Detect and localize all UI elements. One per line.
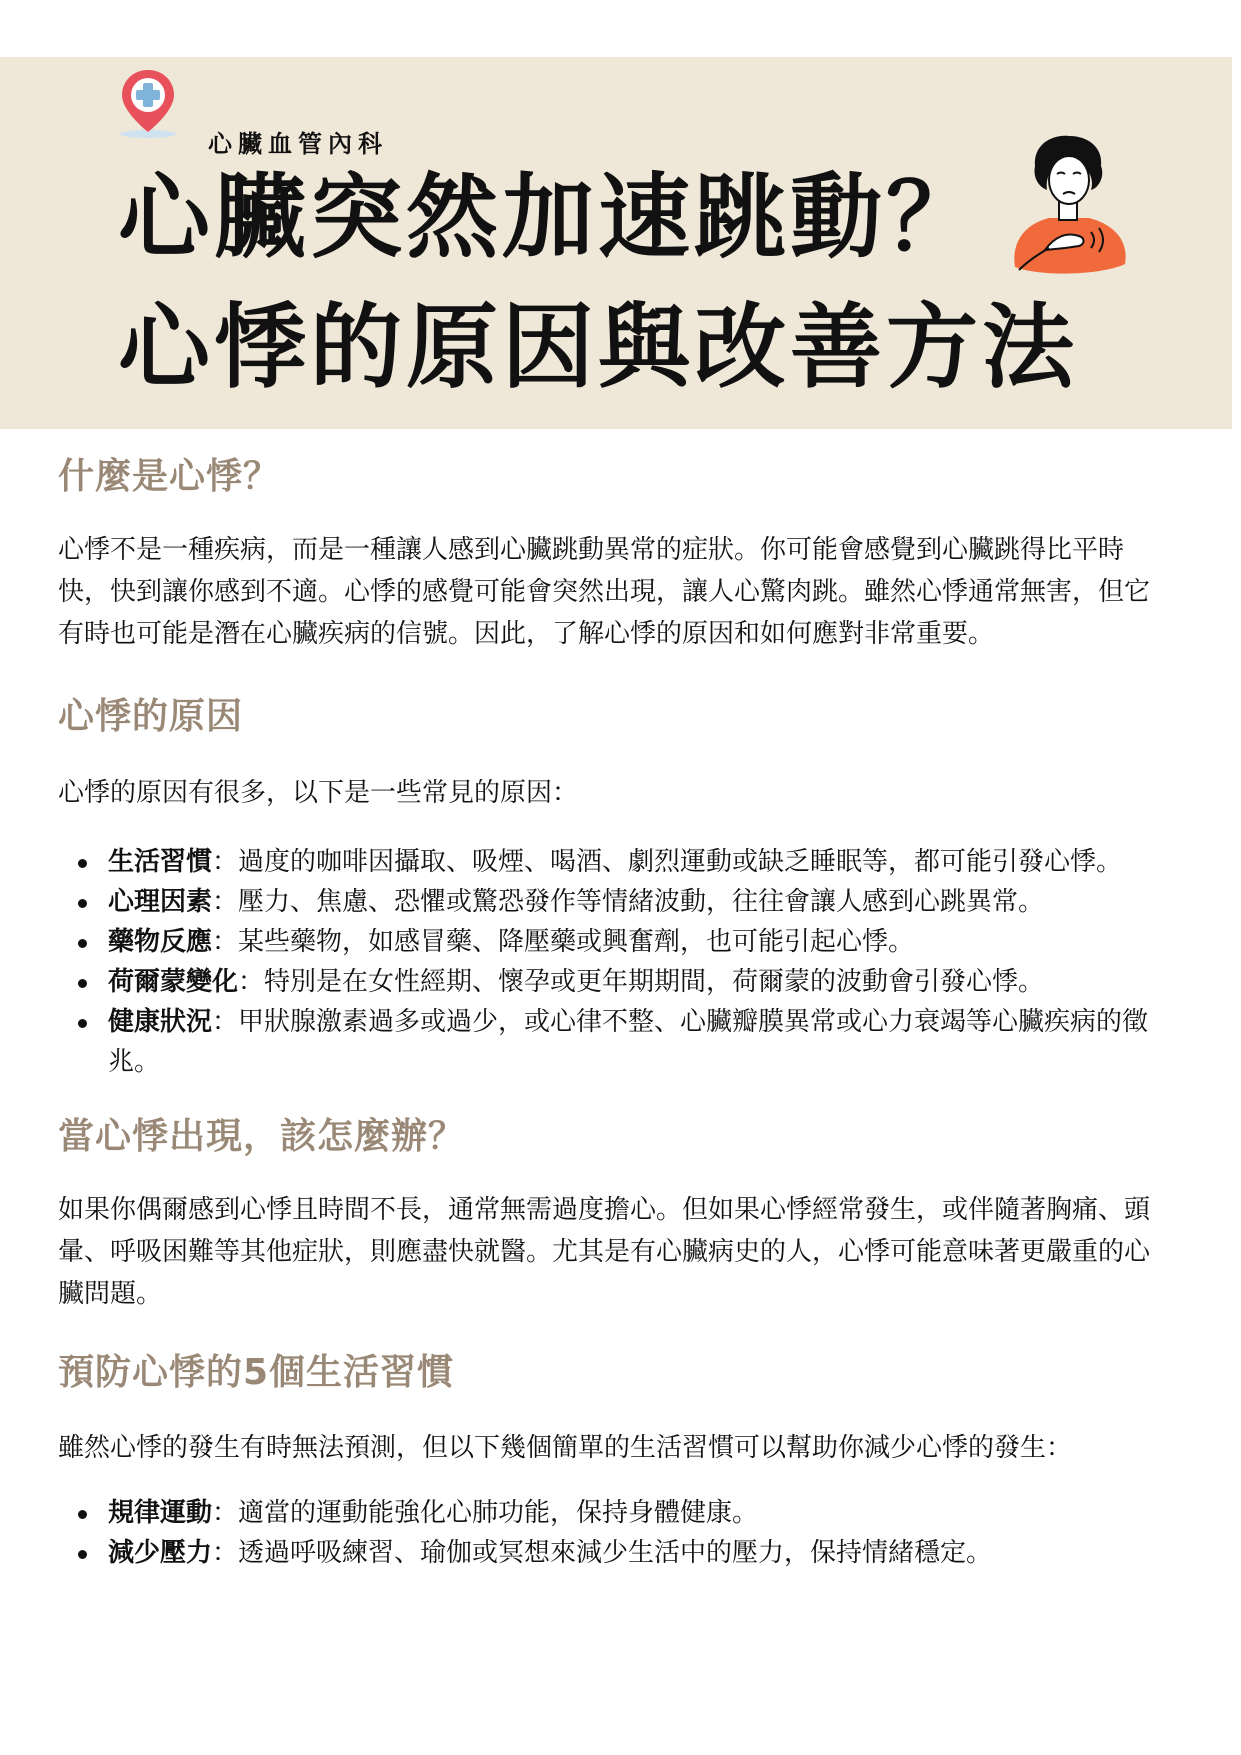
list-item-term: 藥物反應 bbox=[108, 927, 213, 957]
section-paragraph-what: 心悸不是一種疾病，而是一種讓人感到心臟跳動異常的症狀。你可能會感覺到心臟跳得比平時快，快到讓你感到不適。心悸的感覺可能會突然出現，讓人心驚肉跳。雖然心悸通常無害，但它有時也可能是潛在心臟疾病的信號。因此，了解心悸的原因和如何應對非常重要。 bbox=[58, 535, 1151, 649]
list-item-term: 規律運動 bbox=[108, 1498, 213, 1528]
list-item bbox=[58, 1493, 1170, 1533]
section-intro-prevent: 雖然心悸的發生有時無法預測，但以下幾個簡單的生活習慣可以幫助你減少心悸的發生： bbox=[58, 1433, 1073, 1463]
list-item bbox=[58, 842, 1170, 882]
list-item bbox=[58, 1002, 1170, 1082]
list-item bbox=[58, 922, 1170, 962]
prevent-list bbox=[58, 1493, 1170, 1573]
list-item-term: 生活習慣 bbox=[108, 847, 213, 877]
list-item-text: ：特別是在女性經期、懷孕或更年期期間，荷爾蒙的波動會引發心悸。 bbox=[238, 967, 1045, 997]
list-item-text: ：壓力、焦慮、恐懼或驚恐發作等情緒波動，往往會讓人感到心跳異常。 bbox=[212, 887, 1045, 917]
department-label: 心臟血管內科 bbox=[208, 130, 388, 158]
page-title-line2: 心悸的原因與改善方法 bbox=[118, 294, 1079, 401]
list-item-term: 健康狀況 bbox=[108, 1007, 213, 1037]
list-item bbox=[58, 1533, 1170, 1573]
section-intro-causes: 心悸的原因有很多，以下是一些常見的原因： bbox=[58, 778, 579, 808]
section-heading-what: 什麼是心悸？ bbox=[58, 456, 281, 497]
list-item-term: 心理因素 bbox=[108, 887, 213, 917]
list-item-term: 減少壓力 bbox=[108, 1538, 213, 1568]
section-heading-prevent: 預防心悸的5個生活習慣 bbox=[58, 1352, 455, 1393]
section-paragraph-when: 如果你偶爾感到心悸且時間不長，通常無需過度擔心。但如果心悸經常發生，或伴隨著胸痛、頭暈、呼吸困難等其他症狀，則應盡快就醫。尤其是有心臟病史的人，心悸可能意味著更嚴重的心臟問題。 bbox=[58, 1195, 1151, 1309]
article-body bbox=[58, 440, 1170, 1573]
list-item-text: ：某些藥物，如感冒藥、降壓藥或興奮劑，也可能引起心悸。 bbox=[212, 927, 915, 957]
section-heading-when: 當心悸出現，該怎麼辦？ bbox=[58, 1116, 466, 1157]
list-item-term: 荷爾蒙變化 bbox=[108, 967, 239, 997]
location-pin-icon bbox=[118, 68, 180, 140]
list-item bbox=[58, 962, 1170, 1002]
causes-list bbox=[58, 842, 1170, 1082]
list-item bbox=[58, 882, 1170, 922]
list-item-text: ：適當的運動能強化心肺功能，保持身體健康。 bbox=[212, 1498, 759, 1528]
list-item-text: ：過度的咖啡因攝取、吸煙、喝酒、劇烈運動或缺乏睡眠等，都可能引發心悸。 bbox=[212, 847, 1123, 877]
list-item-text: ：甲狀腺激素過多或過少，或心律不整、心臟瓣膜異常或心力衰竭等心臟疾病的徵兆。 bbox=[108, 1007, 1149, 1077]
list-item-text: ：透過呼吸練習、瑜伽或冥想來減少生活中的壓力，保持情緒穩定。 bbox=[212, 1538, 993, 1568]
section-heading-causes: 心悸的原因 bbox=[58, 696, 244, 737]
page-title-line1: 心臟突然加速跳動？ bbox=[118, 164, 983, 271]
woman-palpitation-illustration bbox=[1005, 132, 1133, 280]
